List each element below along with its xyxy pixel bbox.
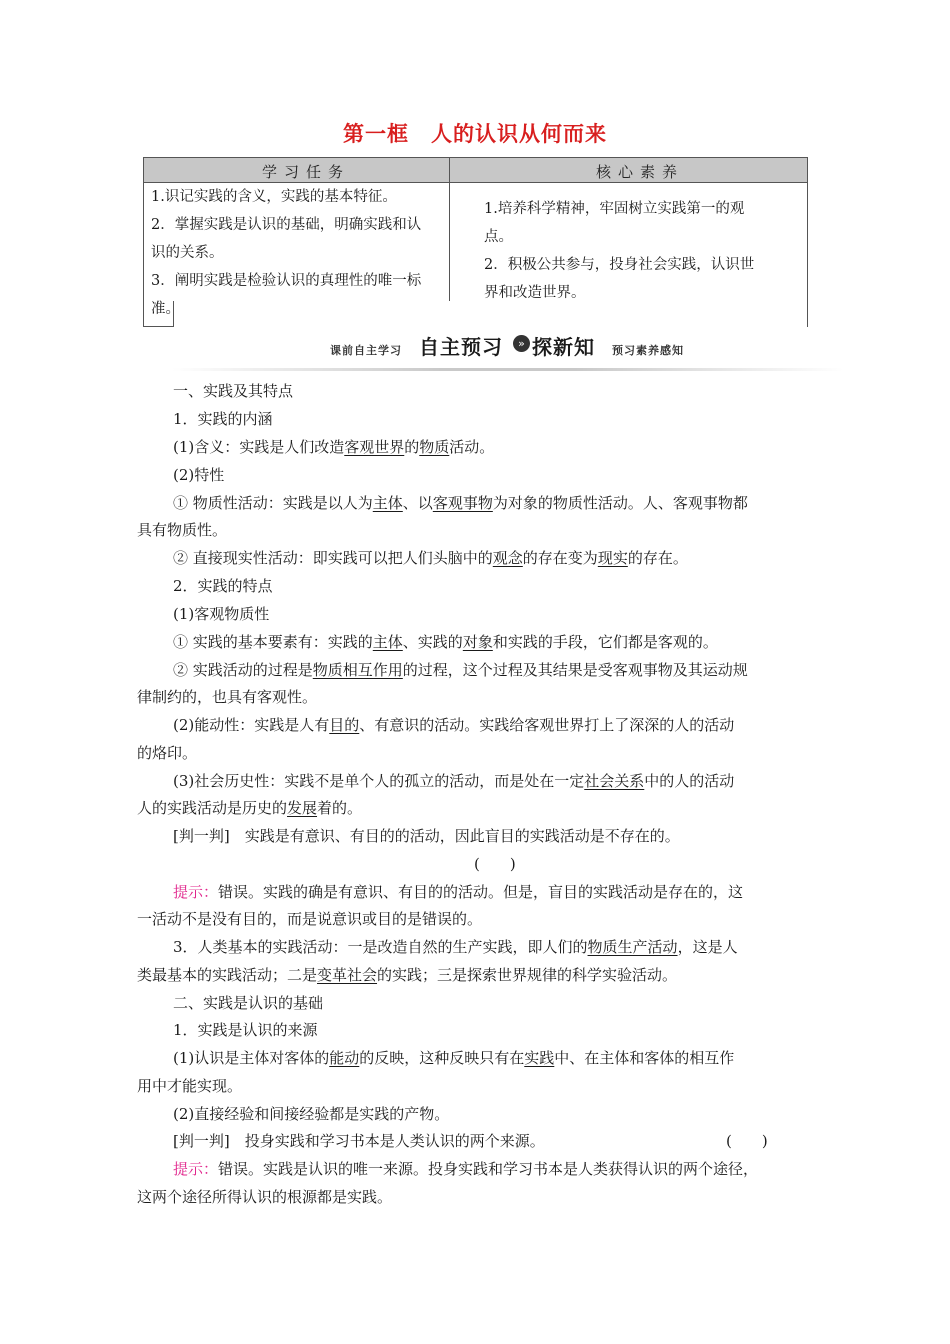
table-header <box>143 157 808 183</box>
table-left-border <box>143 157 144 327</box>
hint-line: 提示：错误。实践的确是有意识、有目的的活动。但是，盲目的实践活动是存在的，这 <box>173 883 744 901</box>
heading-2: 二、实践是认识的基础 <box>173 994 324 1012</box>
subheading: 1．实践的内涵 <box>173 410 273 428</box>
banner-divider <box>172 368 844 371</box>
text-line: ① 实践的基本要素有：实践的主体、实践的对象和实践的手段，它们都是客观的。 <box>173 633 718 651</box>
learning-goals-table <box>143 157 808 327</box>
header-core-literacy: 核心素养 <box>596 163 685 181</box>
banner-right-caption: 预习素养感知 <box>612 344 684 357</box>
header-learning-tasks: 学习任务 <box>262 163 351 181</box>
text-line: (1)客观物质性 <box>173 605 270 623</box>
answer-blank: ( ) <box>474 855 516 873</box>
text-line: (3)社会历史性：实践不是单个人的孤立的活动，而是处在一定社会关系中的人的活动 <box>173 772 735 790</box>
banner-left-caption: 课前自主学习 <box>330 344 402 357</box>
subheading: 2．实践的特点 <box>173 577 273 595</box>
table-bottom-stub <box>143 326 173 327</box>
right-cell <box>484 195 754 307</box>
text-line: ② 实践活动的过程是物质相互作用的过程，这个过程及其结果是受客观事物及其运动规 <box>173 661 748 679</box>
text-line: 3．人类基本的实践活动：一是改造自然的生产实践，即人们的物质生产活动，这是人 <box>173 938 738 956</box>
text-line: (2)能动性：实践是人有目的、有意识的活动。实践给客观世界打上了深深的人的活动 <box>173 716 735 734</box>
text-line: 具有物质性。 <box>137 521 228 539</box>
table-mid-divider <box>449 157 450 301</box>
judge-question: [判一判] 投身实践和学习书本是人类认识的两个来源。 <box>173 1132 545 1150</box>
list-item: 准。 <box>151 301 180 317</box>
text-line: 类最基本的实践活动；二是变革社会的实践；三是探索世界规律的科学实验活动。 <box>137 966 678 984</box>
text-line: 律制约的，也具有客观性。 <box>137 688 318 706</box>
list-item: 2．掌握实践是认识的基础，明确实践和认 <box>151 217 422 233</box>
hint-line: 提示：错误。实践是认识的唯一来源。投身实践和学习书本是人类获得认识的两个途径， <box>173 1160 759 1178</box>
text-line: 用中才能实现。 <box>137 1077 243 1095</box>
text-line: ① 物质性活动：实践是以人为主体、以客观事物为对象的物质性活动。人、客观事物都 <box>173 494 748 512</box>
text-line: (2)直接经验和间接经验都是实践的产物。 <box>173 1105 450 1123</box>
table-right-border <box>807 157 808 327</box>
list-item: 1.培养科学精神，牢固树立实践第一的观 <box>484 201 745 217</box>
subheading: 1．实践是认识的来源 <box>173 1021 318 1039</box>
heading-1: 一、实践及其特点 <box>173 382 294 400</box>
text-line: (1)含义：实践是人们改造客观世界的物质活动。 <box>173 438 495 456</box>
text-line: 这两个途径所得认识的根源都是实践。 <box>137 1188 393 1206</box>
list-item: 1.识记实践的含义，实践的基本特征。 <box>151 189 397 205</box>
left-cell <box>151 183 421 323</box>
text-line: 的烙印。 <box>137 744 198 762</box>
judge-question: [判一判] 实践是有意识、有目的的活动，因此盲目的实践活动是不存在的。 <box>173 827 680 845</box>
text-line: ② 直接现实性活动：即实践可以把人们头脑中的观念的存在变为现实的存在。 <box>173 549 688 567</box>
list-item: 界和改造世界。 <box>484 285 586 301</box>
banner-main-left: 自主预习 <box>419 335 503 359</box>
list-item: 2．积极公共参与，投身社会实践，认识世 <box>484 257 755 273</box>
banner-main-right: 探新知 <box>532 335 595 359</box>
text-line: 一活动不是没有目的，而是说意识或目的是错误的。 <box>137 910 483 928</box>
text-line: (2)特性 <box>173 466 225 484</box>
text-line: 人的实践活动是历史的发展着的。 <box>137 799 363 817</box>
section-banner <box>172 330 844 371</box>
page-title: 第一框 人的认识从何而来 <box>343 122 607 146</box>
list-item: 识的关系。 <box>151 245 224 261</box>
chevron-right-icon: » <box>513 335 530 352</box>
text-line: (1)认识是主体对客体的能动的反映，这种反映只有在实践中、在主体和客体的相互作 <box>173 1049 735 1067</box>
answer-blank: ( ) <box>726 1132 768 1150</box>
list-item: 3．阐明实践是检验认识的真理性的唯一标 <box>151 273 422 289</box>
list-item: 点。 <box>484 229 513 245</box>
